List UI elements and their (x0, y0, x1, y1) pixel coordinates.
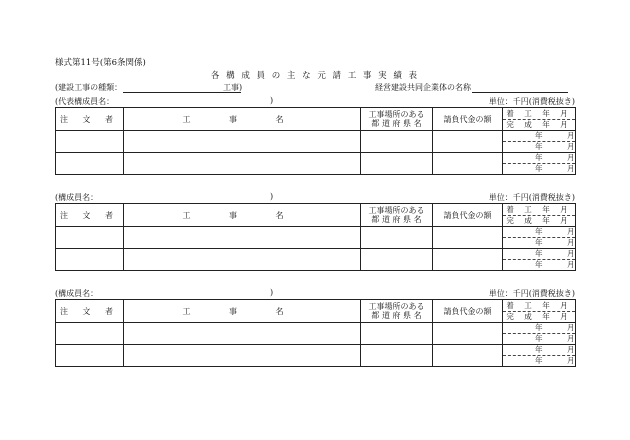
start-date-line[interactable]: 年 月 (503, 227, 575, 238)
performance-table (55, 203, 576, 271)
member-name-close: ) (270, 192, 274, 201)
dates-cell[interactable] (503, 345, 576, 367)
dates-cell[interactable] (503, 227, 576, 249)
construction-type-suffix: 工事) (223, 83, 243, 92)
dates-cell[interactable] (503, 153, 576, 175)
amount-cell[interactable] (433, 249, 503, 271)
jv-name-row (375, 83, 471, 93)
work-name-cell[interactable] (124, 227, 361, 249)
complete-date-header: 完 成 年 月 (506, 311, 572, 321)
table-row (56, 345, 576, 367)
start-date-line[interactable]: 年 月 (503, 153, 575, 164)
start-date-header: 着 工 年 月 (503, 301, 575, 312)
member-name-label: (構成員名： (55, 193, 99, 202)
work-name-cell[interactable] (124, 323, 361, 345)
client-cell[interactable] (56, 323, 124, 345)
unit-label: 単位：千円(消費税抜き) (488, 97, 575, 106)
client-header: 注 文 者 (56, 108, 124, 131)
location-header-line2: 都 道 府 県 名 (371, 311, 422, 320)
section-header (55, 96, 575, 106)
location-cell[interactable] (361, 131, 433, 153)
jv-name-label: 経営建設共同企業体の名称 (375, 83, 471, 92)
construction-type-label: (建設工事の種類： (55, 83, 123, 92)
client-cell[interactable] (56, 249, 124, 271)
client-header: 注 文 者 (56, 204, 124, 227)
client-cell[interactable] (56, 345, 124, 367)
start-date-line[interactable]: 年 月 (503, 131, 575, 142)
document-title: 各 構 成 員 の 主 な 元 請 工 事 実 績 表 (210, 71, 420, 81)
location-header-line1: 工事場所のある (368, 302, 425, 311)
amount-cell[interactable] (433, 227, 503, 249)
form-number: 様式第11号(第6条関係) (55, 58, 146, 68)
client-header: 注 文 者 (56, 300, 124, 323)
dates-cell[interactable] (503, 323, 576, 345)
performance-table (55, 299, 576, 367)
location-header-line1: 工事場所のある (368, 206, 425, 215)
start-date-header: 着 工 年 月 (503, 205, 575, 216)
start-date-line[interactable]: 年 月 (503, 345, 575, 356)
location-header (361, 300, 433, 323)
client-cell[interactable] (56, 131, 124, 153)
table-row (56, 249, 576, 271)
amount-header: 請負代金の額 (433, 300, 503, 323)
table-row (56, 131, 576, 153)
complete-date-line[interactable]: 年 月 (535, 260, 575, 269)
dates-cell[interactable] (503, 131, 576, 153)
dates-cell[interactable] (503, 249, 576, 271)
location-cell[interactable] (361, 227, 433, 249)
location-header-line1: 工事場所のある (368, 110, 425, 119)
start-date-line[interactable]: 年 月 (503, 249, 575, 260)
start-date-header: 着 工 年 月 (503, 109, 575, 120)
table-row (56, 323, 576, 345)
complete-date-line[interactable]: 年 月 (535, 164, 575, 173)
unit-label: 単位：千円(消費税抜き) (488, 193, 575, 202)
location-cell[interactable] (361, 323, 433, 345)
table-header-row (56, 108, 576, 131)
amount-cell[interactable] (433, 153, 503, 175)
construction-type-row (55, 83, 243, 93)
unit-label: 単位：千円(消費税抜き) (488, 289, 575, 298)
amount-cell[interactable] (433, 323, 503, 345)
section-header (55, 288, 575, 298)
location-header-line2: 都 道 府 県 名 (371, 119, 422, 128)
location-cell[interactable] (361, 345, 433, 367)
work-name-cell[interactable] (124, 249, 361, 271)
client-cell[interactable] (56, 227, 124, 249)
work-name-cell[interactable] (124, 345, 361, 367)
section-header (55, 192, 575, 202)
start-date-line[interactable]: 年 月 (503, 323, 575, 334)
work-name-header: 工 事 名 (124, 108, 361, 131)
location-header-line2: 都 道 府 県 名 (371, 215, 422, 224)
table-header-row (56, 204, 576, 227)
member-name-label: (代表構成員名： (55, 97, 115, 106)
amount-header: 請負代金の額 (433, 204, 503, 227)
table-header-row (56, 300, 576, 323)
complete-date-line[interactable]: 年 月 (535, 334, 575, 343)
work-name-header: 工 事 名 (124, 204, 361, 227)
table-row (56, 227, 576, 249)
dates-header (503, 108, 576, 131)
complete-date-line[interactable]: 年 月 (535, 238, 575, 247)
complete-date-header: 完 成 年 月 (506, 215, 572, 225)
work-name-cell[interactable] (124, 153, 361, 175)
table-row (56, 153, 576, 175)
dates-header (503, 300, 576, 323)
location-cell[interactable] (361, 153, 433, 175)
complete-date-header: 完 成 年 月 (506, 119, 572, 129)
member-name-close: ) (270, 288, 274, 297)
complete-date-line[interactable]: 年 月 (535, 142, 575, 151)
client-cell[interactable] (56, 153, 124, 175)
member-name-label: (構成員名： (55, 289, 99, 298)
amount-cell[interactable] (433, 345, 503, 367)
work-name-cell[interactable] (124, 131, 361, 153)
location-cell[interactable] (361, 249, 433, 271)
location-header (361, 108, 433, 131)
complete-date-line[interactable]: 年 月 (535, 356, 575, 365)
amount-cell[interactable] (433, 131, 503, 153)
performance-table (55, 107, 576, 175)
dates-header (503, 204, 576, 227)
work-name-header: 工 事 名 (124, 300, 361, 323)
jv-name-field[interactable] (472, 83, 568, 93)
amount-header: 請負代金の額 (433, 108, 503, 131)
location-header (361, 204, 433, 227)
member-name-close: ) (270, 96, 274, 105)
